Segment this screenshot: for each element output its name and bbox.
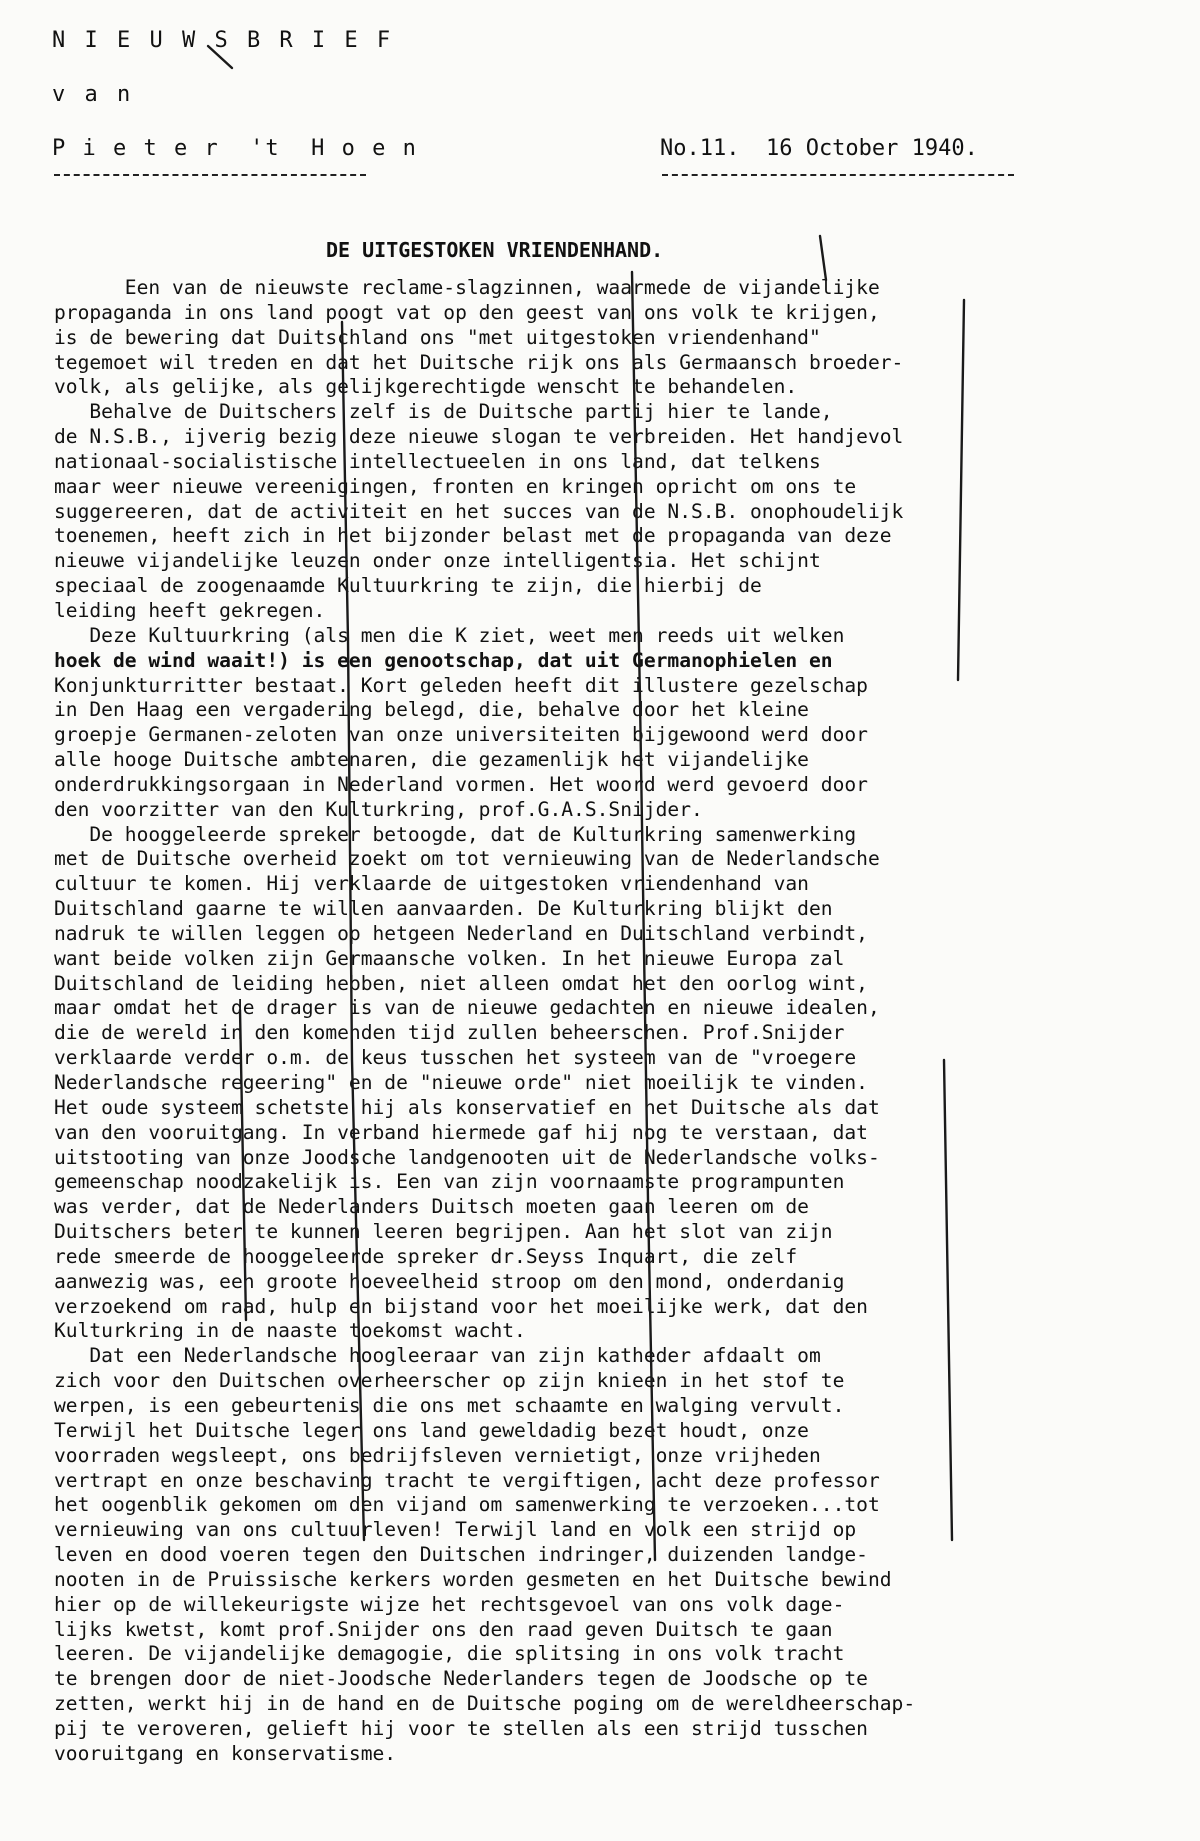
body-line: Konjunkturritter bestaat. Kort geleden heeft dit illustere gezelschap — [54, 673, 868, 697]
body-line: volk, als gelijke, als gelijkgerechtigde wenscht te behandelen. — [54, 375, 798, 399]
body-line: was verder, dat de Nederlanders Duitsch moeten gaan leeren om de — [54, 1195, 809, 1219]
body-line: propaganda in ons land poogt vat op den geest van ons volk te krijgen, — [54, 300, 880, 324]
body-line: Dat een Nederlandsche hoogleeraar van zijn katheder afdaalt om — [54, 1344, 821, 1368]
article-title: DE UITGESTOKEN VRIENDENHAND. — [326, 238, 664, 262]
body-line: suggereeren, dat de activiteit en het succes van de N.S.B. onophoudelijk — [54, 499, 904, 523]
body-line: met de Duitsche overheid zoekt om tot vernieuwing van de Nederlandsche — [54, 847, 880, 871]
body-line: hier op de willekeurigste wijze het rechtsgevoel van ons volk dage- — [54, 1592, 845, 1616]
body-line: aanwezig was, een groote hoeveelheid stroop om den mond, onderdanig — [54, 1269, 845, 1293]
article-body — [54, 276, 1164, 1767]
body-line: werpen, is een gebeurtenis die ons met schaamte en walging vervult. — [54, 1393, 845, 1417]
body-line: groepje Germanen-zeloten van onze universiteiten bijgewoond werd door — [54, 723, 868, 747]
body-line: vertrapt en onze beschaving tracht te vergiftigen, acht deze professor — [54, 1468, 880, 1492]
body-line: leiding heeft gekregen. — [54, 598, 326, 622]
body-line: rede smeerde de hooggeleerde spreker dr.Seyss Inquart, die zelf — [54, 1244, 798, 1268]
body-line: te brengen door de niet-Joodsche Nederlanders tegen de Joodsche op te — [54, 1667, 868, 1691]
body-line: want beide volken zijn Germaansche volken. In het nieuwe Europa zal — [54, 946, 845, 970]
newsletter-label: N I E U W S B R I E F — [52, 28, 394, 53]
body-line: in Den Haag een vergadering belegd, die, behalve door het kleine — [54, 698, 809, 722]
body-line: verzoekend om raad, hulp en bijstand voor het moeilijke werk, dat den — [54, 1294, 868, 1318]
body-line: nieuwe vijandelijke leuzen onder onze intelligentsia. Het schijnt — [54, 549, 821, 573]
body-line: de N.S.B., ijverig bezig deze nieuwe slogan te verbreiden. Het handjevol — [54, 425, 904, 449]
body-line: Behalve de Duitschers zelf is de Duitsche partij hier te lande, — [54, 400, 833, 424]
body-line: uitstooting van onze Joodsche landgenooten uit de Nederlandsche volks- — [54, 1145, 880, 1169]
body-line: cultuur te komen. Hij verklaarde de uitgestoken vriendenhand van — [54, 872, 809, 896]
body-line: nadruk te willen leggen op hetgeen Nederland en Duitschland verbindt, — [54, 921, 868, 945]
body-line: is de bewering dat Duitschland ons "met uitgestoken vriendenhand" — [54, 325, 821, 349]
body-line: den voorzitter van den Kulturkring, prof.G.A.S.Snijder. — [54, 797, 703, 821]
body-line: van den vooruitgang. In verband hiermede gaf hij nog te verstaan, dat — [54, 1120, 868, 1144]
body-line: leven en dood voeren tegen den Duitschen indringer, duizenden landge- — [54, 1543, 868, 1567]
body-line: verklaarde verder o.m. de keus tusschen het systeem van de "vroegere — [54, 1046, 857, 1070]
body-line: Nederlandsche regeering" en de "nieuwe orde" niet moeilijk te vinden. — [54, 1071, 868, 1094]
van-label: v a n — [52, 82, 134, 107]
body-line: Terwijl het Duitsche leger ons land geweldadig bezet houdt, onze — [54, 1418, 809, 1442]
body-line: Duitschland de leiding hebben, niet alleen omdat het den oorlog wint, — [54, 971, 868, 995]
body-line: het oogenblik gekomen om den vijand om samenwerking te verzoeken...tot — [54, 1493, 880, 1517]
issue-underline — [662, 174, 1014, 176]
body-line: zich voor den Duitschen overheerscher op zijn knieen in het stof te — [54, 1369, 845, 1393]
author-name: P i e t e r 't H o e n — [52, 136, 418, 161]
author-underline — [54, 174, 366, 176]
body-line: nationaal-socialistische intellectueelen in ons land, dat telkens — [54, 449, 821, 473]
body-line: speciaal de zoogenaamde Kultuurkring te zijn, die hierbij de — [54, 574, 762, 598]
body-line: Duitschers beter te kunnen leeren begrijpen. Aan het slot van zijn — [54, 1220, 833, 1244]
body-line: voorraden wegsleept, ons bedrijfsleven vernietigt, onze vrijheden — [54, 1443, 821, 1467]
body-line: onderdrukkingsorgaan in Nederland vormen. Het woord werd gevoerd door — [54, 772, 868, 796]
body-line: Het oude systeem schetste hij als konservatief en het Duitsche als dat — [54, 1095, 880, 1119]
column-mark-line — [820, 236, 826, 280]
body-line: Duitschland gaarne te willen aanvaarden. De Kulturkring blijkt den — [54, 897, 833, 921]
issue-number-date: No.11. 16 October 1940. — [660, 136, 978, 161]
body-line: vooruitgang en konservatisme. — [54, 1741, 397, 1765]
body-line: die de wereld in den komenden tijd zullen beheerschen. Prof.Snijder — [54, 1021, 845, 1045]
body-line: maar weer nieuwe vereenigingen, fronten en kringen opricht om ons te — [54, 474, 857, 498]
body-line: leeren. De vijandelijke demagogie, die splitsing in ons volk tracht — [54, 1642, 845, 1666]
body-line: alle hooge Duitsche ambtenaren, die gezamenlijk het vijandelijke — [54, 748, 809, 772]
body-line: lijks kwetst, komt prof.Snijder ons den raad geven Duitsch te gaan — [54, 1617, 833, 1641]
body-line: tegemoet wil treden en dat het Duitsche rijk ons als Germaansch broeder- — [54, 350, 904, 374]
body-line: Een van de nieuwste reclame-slagzinnen, waarmede de vijandelijke — [54, 276, 880, 299]
body-line: Kulturkring in de naaste toekomst wacht. — [54, 1319, 526, 1343]
body-line: zetten, werkt hij in de hand en de Duitsche poging om de wereldheerschap- — [54, 1692, 916, 1716]
body-line: De hooggeleerde spreker betoogde, dat de Kulturkring samenwerking — [54, 822, 857, 846]
body-line: nooten in de Pruissische kerkers worden gesmeten en het Duitsche bewind — [54, 1567, 892, 1591]
body-line: hoek de wind waait!) is een genootschap, dat uit Germanophielen en — [54, 648, 833, 672]
body-line: Deze Kultuurkring (als men die K ziet, weet men reeds uit welken — [54, 623, 845, 647]
body-line: toenemen, heeft zich in het bijzonder belast met de propaganda van deze — [54, 524, 892, 548]
body-line: gemeenschap noodzakelijk is. Een van zijn voornaamste programpunten — [54, 1170, 845, 1194]
body-line: maar omdat het de drager is van de nieuwe gedachten en nieuwe idealen, — [54, 996, 880, 1020]
body-line: pij te veroveren, gelieft hij voor te stellen als een strijd tusschen — [54, 1716, 868, 1740]
body-line: vernieuwing van ons cultuurleven! Terwijl land en volk een strijd op — [54, 1518, 857, 1542]
